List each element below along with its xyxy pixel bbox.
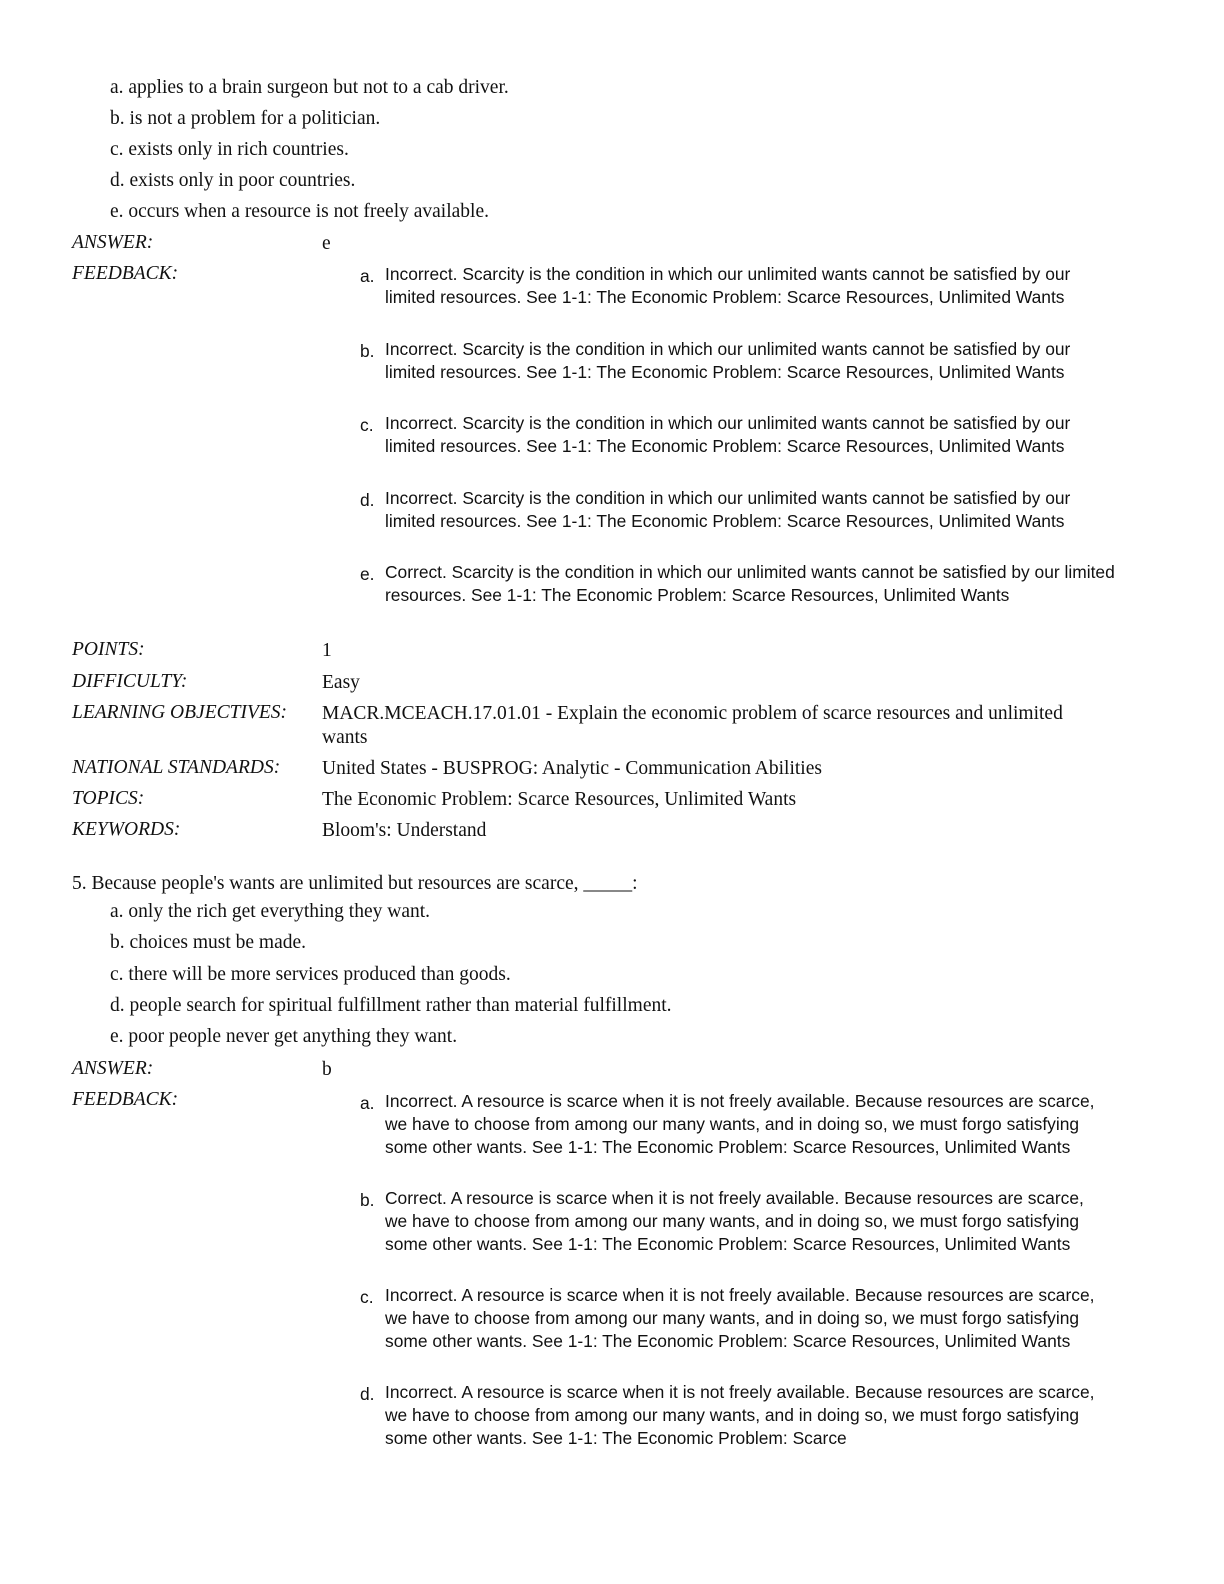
feedback-letter: a. — [360, 266, 375, 286]
points-value: 1 — [322, 640, 332, 661]
learning-objectives-label: LEARNING OBJECTIVES: — [72, 702, 288, 723]
q4-option-e: e. occurs when a resource is not freely available. — [110, 201, 489, 222]
national-standards-value: United States - BUSPROG: Analytic - Communication Abilities — [322, 758, 822, 779]
feedback-letter: d. — [360, 1384, 375, 1404]
q4-answer-label: ANSWER: — [72, 232, 154, 253]
feedback-text: Incorrect. Scarcity is the condition in which our unlimited wants cannot be satisfied by our limited resources. See 1-1: The Economic Problem: Scarce Resources, Unlimited Wants — [385, 413, 1071, 456]
feedback-letter: e. — [360, 564, 375, 584]
keywords-value: Bloom's: Understand — [322, 820, 487, 841]
difficulty-value: Easy — [322, 672, 360, 693]
feedback-text: Correct. Scarcity is the condition in which our unlimited wants cannot be satisfied by our limited resources. See 1-1: The Economic Problem: Scarce Resources, Unlimited Wants — [385, 562, 1115, 605]
feedback-letter: b. — [360, 341, 375, 361]
feedback-text: Incorrect. A resource is scarce when it is not freely available. Because resources are scarce, we have to choose from among our many wants, and in doing so, we must forgo satisfying some other wants. See 1-1: The Economic Problem: Scarce Resources, Unlimited Wants — [385, 1091, 1095, 1157]
q5-answer-value: b — [322, 1059, 332, 1080]
q5-option-a: a. only the rich get everything they want. — [110, 901, 431, 922]
q4-option-c: c. exists only in rich countries. — [110, 139, 349, 160]
keywords-label: KEYWORDS: — [72, 819, 181, 840]
q5-option-b: b. choices must be made. — [110, 932, 307, 953]
q4-option-d: d. exists only in poor countries. — [110, 170, 356, 191]
q5-option-c: c. there will be more services produced than goods. — [110, 964, 511, 985]
feedback-letter: a. — [360, 1093, 375, 1113]
q5-stem: 5. Because people's wants are unlimited but resources are scarce, _____: — [72, 873, 638, 894]
difficulty-label: DIFFICULTY: — [72, 671, 188, 692]
q4-option-b: b. is not a problem for a politician. — [110, 108, 381, 129]
topics-label: TOPICS: — [72, 788, 145, 809]
feedback-text: Incorrect. Scarcity is the condition in which our unlimited wants cannot be satisfied by our limited resources. See 1-1: The Economic Problem: Scarce Resources, Unlimited Wants — [385, 264, 1071, 307]
feedback-text: Incorrect. Scarcity is the condition in which our unlimited wants cannot be satisfied by our limited resources. See 1-1: The Economic Problem: Scarce Resources, Unlimited Wants — [385, 339, 1071, 382]
feedback-text: Incorrect. A resource is scarce when it is not freely available. Because resources are scarce, we have to choose from among our many wants, and in doing so, we must forgo satisfying some other wants. See 1-1: The Economic Problem: Scarce — [385, 1382, 1095, 1448]
feedback-letter: d. — [360, 490, 375, 510]
feedback-letter: c. — [360, 415, 374, 435]
q4-feedback-label: FEEDBACK: — [72, 263, 179, 284]
q4-answer-value: e — [322, 233, 331, 254]
q4-option-a: a. applies to a brain surgeon but not to a cab driver. — [110, 77, 509, 98]
points-label: POINTS: — [72, 639, 145, 660]
feedback-text: Incorrect. A resource is scarce when it is not freely available. Because resources are scarce, we have to choose from among our many wants, and in doing so, we must forgo satisfying some other wants. See 1-1: The Economic Problem: Scarce Resources, Unlimited Wants — [385, 1285, 1095, 1351]
national-standards-label: NATIONAL STANDARDS: — [72, 757, 281, 778]
feedback-letter: b. — [360, 1190, 375, 1210]
feedback-text: Correct. A resource is scarce when it is not freely available. Because resources are scarce, we have to choose from among our many wants, and in doing so, we must forgo satisfying some other wants. See 1-1: The Economic Problem: Scarce Resources, Unlimited Wants — [385, 1188, 1084, 1254]
q5-option-d: d. people search for spiritual fulfillment rather than material fulfillment. — [110, 995, 672, 1016]
feedback-text: Incorrect. Scarcity is the condition in which our unlimited wants cannot be satisfied by our limited resources. See 1-1: The Economic Problem: Scarce Resources, Unlimited Wants — [385, 488, 1071, 531]
q5-option-e: e. poor people never get anything they want. — [110, 1026, 458, 1047]
topics-value: The Economic Problem: Scarce Resources, Unlimited Wants — [322, 789, 797, 810]
q5-feedback-label: FEEDBACK: — [72, 1089, 179, 1110]
feedback-letter: c. — [360, 1287, 374, 1307]
q5-answer-label: ANSWER: — [72, 1058, 154, 1079]
learning-objectives-value: MACR.MCEACH.17.01.01 - Explain the economic problem of scarce resources and unlimited wants — [322, 703, 1063, 748]
